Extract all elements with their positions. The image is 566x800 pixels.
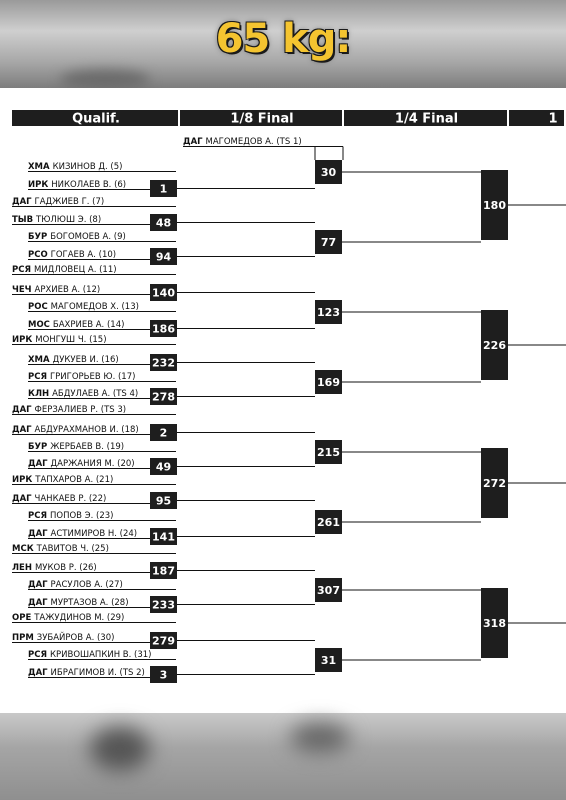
athlete-name: МАГОМЕДОВ Х. (13)	[50, 302, 139, 312]
athlete-name: РАСУЛОВ А. (27)	[50, 580, 123, 590]
athlete-region-code: ЛЕН	[12, 563, 35, 573]
qualif-bout-number: 48	[155, 216, 172, 230]
athlete-entry	[28, 650, 152, 660]
athlete-region-code: ОРЕ	[12, 613, 35, 623]
athlete-name: ГАДЖИЕВ Г. (7)	[34, 197, 105, 207]
qualif-bout-number: 233	[152, 598, 175, 612]
eighth-bout-number: 307	[317, 584, 340, 597]
athlete-entry	[183, 137, 302, 147]
round-headers	[12, 110, 564, 127]
athlete-region-code: РОС	[28, 302, 51, 312]
eighth-bout-number: 31	[320, 654, 337, 667]
eighth-bout-number: 30	[320, 166, 337, 179]
eighth-bout-number: 261	[317, 516, 340, 529]
athlete-name: ТЮЛЮШ Э. (8)	[36, 215, 102, 225]
athlete-name: АСТИМИРОВ Н. (24)	[50, 529, 138, 539]
qualif-bout-number: 95	[155, 494, 172, 508]
quarter-bout-number: 180	[483, 199, 506, 212]
athlete-region-code: ПРМ	[12, 633, 37, 643]
athlete-region-code: ТЫВ	[12, 215, 37, 225]
athlete-entry	[28, 232, 126, 242]
qualif-bout-number: 232	[152, 356, 175, 370]
athlete-name: ПОПОВ Э. (23)	[49, 511, 114, 521]
eighth-bout-number: 123	[317, 306, 340, 319]
athlete-name: ГОГАЕВ А. (10)	[50, 250, 117, 260]
athlete-entry	[28, 580, 123, 590]
athlete-region-code: ЧЕЧ	[12, 285, 35, 295]
athlete-region-code: ИРК	[12, 335, 36, 345]
qualif-bout-number: 94	[155, 250, 172, 264]
athlete-entry	[12, 265, 117, 275]
athlete-region-code: ДАГ	[28, 580, 51, 590]
athlete-name: АРХИЕВ А. (12)	[34, 285, 101, 295]
athlete-name: ДУКУЕВ И. (16)	[52, 355, 119, 365]
athlete-region-code: ДАГ	[28, 529, 51, 539]
bottom-photo-margin	[0, 713, 566, 800]
athlete-name: БОГОМОЕВ А. (9)	[50, 232, 126, 242]
athlete-name: ТАВИТОВ Ч. (25)	[36, 544, 109, 554]
athlete-region-code: МСК	[12, 544, 37, 554]
athlete-name: ФЕРЗАЛИЕВ Р. (TS 3)	[34, 405, 127, 415]
athlete-entry	[28, 511, 113, 521]
weight-class-title: 65 kg:	[215, 16, 351, 62]
athlete-region-code: БУР	[28, 442, 51, 452]
athlete-entry	[28, 372, 135, 382]
athlete-region-code: ДАГ	[12, 494, 35, 504]
qualif-bout-number: 140	[152, 286, 175, 300]
athlete-region-code: БУР	[28, 232, 51, 242]
athlete-region-code: ИРК	[28, 180, 52, 190]
qualif-bout-number: 141	[152, 530, 175, 544]
athlete-region-code: РСО	[28, 250, 51, 260]
athlete-region-code: РСЯ	[12, 265, 34, 275]
athlete-region-code: МОС	[28, 320, 53, 330]
qualif-bout-number: 2	[159, 426, 168, 440]
athlete-entry	[12, 544, 109, 554]
athlete-name: ИБРАГИМОВ И. (TS 2)	[50, 668, 145, 678]
athlete-entry	[12, 285, 100, 295]
athlete-name: ЧАНКАЕВ Р. (22)	[34, 494, 107, 504]
athlete-region-code: КЛН	[28, 389, 53, 399]
athlete-region-code: РСЯ	[28, 650, 50, 660]
athlete-region-code: ДАГ	[28, 459, 51, 469]
athlete-name: МУКОВ Р. (26)	[34, 563, 97, 573]
athlete-region-code: ИРК	[12, 475, 36, 485]
athlete-entry	[28, 355, 119, 365]
athlete-region-code: РСЯ	[28, 511, 50, 521]
athlete-name: ЗУБАЙРОВ А. (30)	[36, 633, 115, 643]
athlete-entry	[28, 320, 124, 330]
athlete-name: ДАРЖАНИЯ М. (20)	[50, 459, 135, 469]
qualif-bout-number: 279	[152, 634, 175, 648]
qualif-bout-number: 187	[152, 564, 175, 578]
eighth-bout-number: 169	[317, 376, 340, 389]
athlete-entry	[12, 215, 101, 225]
qualif-bout-number: 3	[159, 668, 168, 682]
athlete-entry	[28, 459, 135, 469]
athlete-name: КРИВОШАПКИН В. (31)	[49, 650, 152, 660]
quarter-bout-number: 318	[483, 617, 506, 630]
athlete-entry	[28, 250, 116, 260]
athlete-name: ТАЖУДИНОВ М. (29)	[34, 613, 125, 623]
athlete-entry	[28, 302, 139, 312]
athlete-entry	[28, 162, 122, 172]
athlete-entry	[12, 563, 97, 573]
athlete-entry	[12, 475, 113, 485]
athlete-region-code: ХМА	[28, 355, 53, 365]
bracket-chart	[0, 88, 566, 713]
round-header: 1/8 Final	[230, 111, 294, 127]
qualif-bout-number: 186	[152, 322, 175, 336]
bracket-sheet	[0, 88, 566, 713]
round-header: Qualif.	[72, 111, 120, 127]
athlete-name: АБДУРАХМАНОВ И. (18)	[34, 425, 139, 435]
athlete-region-code: ДАГ	[12, 405, 35, 415]
athlete-name: ГРИГОРЬЕВ Ю. (17)	[49, 372, 136, 382]
athlete-region-code: ДАГ	[12, 425, 35, 435]
quarter-bout-number: 272	[483, 477, 506, 490]
athlete-entry	[12, 425, 139, 435]
round-header: 1	[548, 111, 558, 127]
athlete-region-code: ДАГ	[183, 137, 206, 147]
athlete-name: БАХРИЕВ А. (14)	[52, 320, 125, 330]
athlete-entry	[12, 405, 126, 415]
athlete-entry	[28, 389, 138, 399]
eighth-bout-number: 215	[317, 446, 340, 459]
athlete-name: КИЗИНОВ Д. (5)	[52, 162, 123, 172]
athlete-region-code: ДАГ	[28, 598, 51, 608]
athlete-entry	[12, 197, 104, 207]
athlete-entry	[12, 613, 124, 623]
athlete-name: МАГОМЕДОВ А. (TS 1)	[205, 137, 302, 147]
athlete-entry	[28, 598, 129, 608]
athlete-region-code: ХМА	[28, 162, 53, 172]
athlete-region-code: РСЯ	[28, 372, 50, 382]
athlete-entry	[28, 180, 126, 190]
athlete-name: ТАПХАРОВ А. (21)	[35, 475, 114, 485]
athlete-entry	[28, 529, 137, 539]
athlete-name: ЖЕРБАЕВ В. (19)	[50, 442, 125, 452]
athlete-entry	[28, 442, 124, 452]
athlete-entry	[12, 494, 106, 504]
athlete-name: МОНГУШ Ч. (15)	[35, 335, 107, 345]
quarter-bout-number: 226	[483, 339, 506, 352]
athlete-name: НИКОЛАЕВ В. (6)	[51, 180, 127, 190]
athlete-entry	[12, 335, 107, 345]
athlete-entry	[28, 668, 145, 678]
athlete-entry	[12, 631, 114, 643]
athlete-name: МУРТАЗОВ А. (28)	[50, 598, 129, 608]
qualif-bout-number: 1	[159, 182, 168, 196]
round-header: 1/4 Final	[394, 111, 459, 127]
qualif-bout-number: 278	[152, 390, 175, 404]
qualif-bout-number: 49	[155, 460, 172, 474]
eighth-bout-number: 77	[320, 236, 337, 249]
athlete-region-code: ДАГ	[12, 197, 35, 207]
athlete-name: АБДУЛАЕВ А. (TS 4)	[52, 389, 139, 399]
athlete-region-code: ДАГ	[28, 668, 51, 678]
athlete-name: МИДЛОВЕЦ А. (11)	[33, 265, 117, 275]
